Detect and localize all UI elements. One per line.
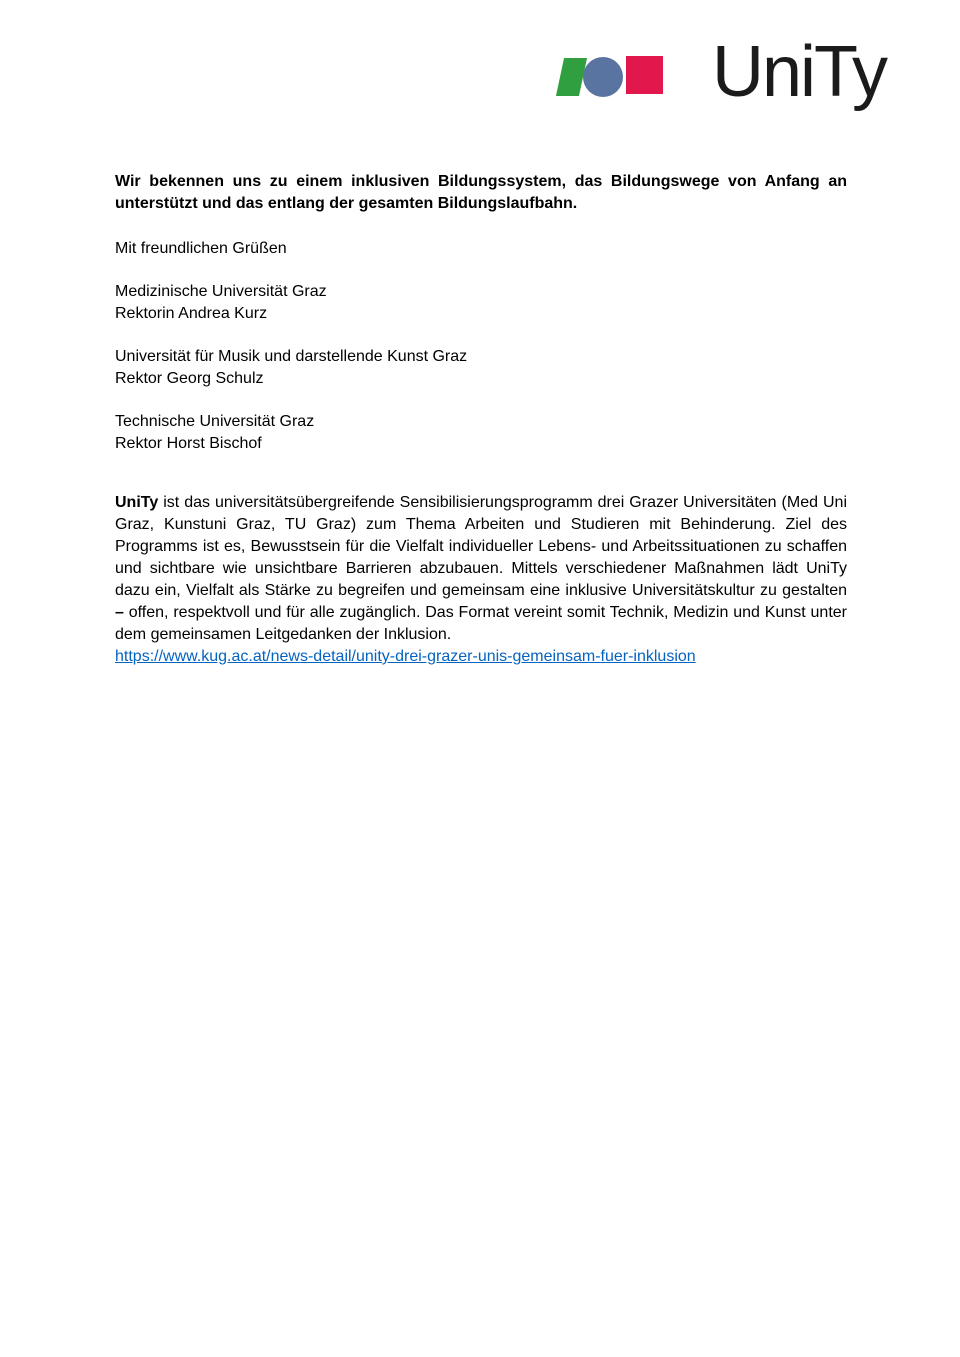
signatory-institution: Universität für Musik und darstellende Kunst Graz — [115, 348, 468, 365]
signatory-person: Rektorin Andrea Kurz — [115, 305, 268, 322]
logo-wordmark: UniTy — [712, 32, 887, 112]
about-text-after-dash: offen, respektvoll und für alle zugänglich. Das Format vereint somit Technik, Medizin und Kunst unter dem gemeinsamen Leitgedanken der Inklusion. — [115, 604, 847, 643]
signatory-institution: Technische Universität Graz — [115, 413, 315, 430]
inclusion-news-link[interactable]: https://www.kug.ac.at/news-detail/unity-drei-grazer-unis-gemeinsam-fuer-inklusion — [115, 648, 696, 665]
signatory-institution: Medizinische Universität Graz — [115, 283, 327, 300]
signatory-person: Rektor Georg Schulz — [115, 370, 264, 387]
signatory-block — [115, 411, 847, 455]
about-paragraph — [115, 492, 847, 646]
about-lead-bold: UniTy — [115, 494, 159, 511]
closing-salutation: Mit freundlichen Grüßen — [115, 240, 287, 257]
signatory-block — [115, 346, 847, 390]
signatory-block — [115, 281, 847, 325]
logo-square-icon — [626, 56, 663, 94]
about-text-before-dash: ist das universitätsübergreifende Sensibilisierungsprogramm drei Grazer Universitäten (Med Uni Graz, Kunstuni Graz, TU Graz) zum Thema Arbeiten und Studieren mit Behinderung. Ziel des Programms ist es, Bewusstsein für die Vielfalt individueller Lebens- und Arbeitssituationen zu schaffen und sichtbare wie unsichtbare Barrieren abzubauen. Mittels verschiedener Maßnahmen lädt UniTy dazu ein, Vielfalt als Stärke zu begreifen und gemeinsam eine inklusive Universitätskultur zu gestalten — [115, 494, 847, 599]
logo-circle-icon — [583, 57, 623, 97]
about-dash-bold: – — [115, 604, 124, 621]
about-unity-section — [115, 492, 847, 668]
commitment-paragraph: Wir bekennen uns zu einem inklusiven Bildungssystem, das Bildungswege von Anfang an unterstützt und das entlang der gesamten Bildungslaufbahn. — [115, 173, 847, 212]
signatory-person: Rektor Horst Bischof — [115, 435, 262, 452]
unity-logo — [0, 0, 960, 140]
